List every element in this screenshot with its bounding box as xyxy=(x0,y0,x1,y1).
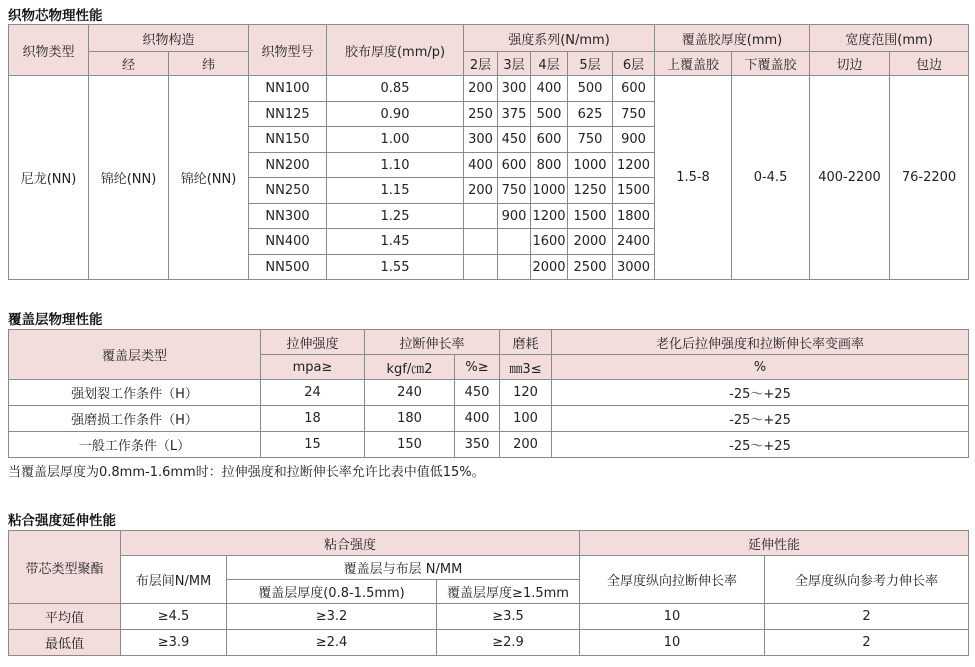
thickness-cell: 0.90 xyxy=(327,102,464,127)
layer4-cell: 1200 xyxy=(531,204,568,229)
header-width-range: 宽度范围(mm) xyxy=(810,25,969,52)
header-full-reference-elongation: 全厚度纵向参考力伸长率 xyxy=(765,556,969,604)
model-cell: NN500 xyxy=(249,255,327,280)
layer3-cell: 900 xyxy=(498,204,531,229)
cover-section-title: 覆盖层物理性能 xyxy=(8,312,103,328)
thickness-cell: 1.15 xyxy=(327,178,464,204)
unit-percent: %≥ xyxy=(455,355,500,380)
thickness-cell: 1.10 xyxy=(327,153,464,178)
wrapped-edge-cell: 76-2200 xyxy=(890,76,969,280)
layer3-cell xyxy=(498,255,531,280)
layer4-cell: 600 xyxy=(531,127,568,153)
percent-cell: 400 xyxy=(455,406,500,432)
fabric-properties-table xyxy=(8,24,969,280)
header-between-plies: 布层间N/MM xyxy=(121,556,227,604)
header-layer-5: 5层 xyxy=(568,52,613,76)
header-fabric-model: 织物型号 xyxy=(249,25,327,76)
model-cell: NN250 xyxy=(249,178,327,204)
table-row xyxy=(9,76,969,102)
header-aging: 老化后拉伸强度和拉断伸长率变画率 xyxy=(552,330,969,355)
layer4-cell: 800 xyxy=(531,153,568,178)
layer4-cell: 400 xyxy=(531,76,568,102)
adhesion-properties-table xyxy=(8,530,969,656)
unit-kgf: kgf/㎝2 xyxy=(365,355,455,380)
between-cell: ≥3.9 xyxy=(121,630,227,656)
kgf-cell: 180 xyxy=(365,406,455,432)
header-fabric-structure: 织物构造 xyxy=(89,25,249,52)
layer5-cell: 2500 xyxy=(568,255,613,280)
cover-properties-table xyxy=(8,329,969,458)
percent-cell: 350 xyxy=(455,432,500,458)
model-cell: NN400 xyxy=(249,229,327,255)
mpa-cell: 15 xyxy=(261,432,365,458)
thickness-cell: 1.00 xyxy=(327,127,464,153)
header-adhesion: 粘合强度 xyxy=(121,531,580,556)
layer5-cell: 1250 xyxy=(568,178,613,204)
layer6-cell: 1500 xyxy=(613,178,655,204)
thick-cover-cell: ≥2.9 xyxy=(437,630,580,656)
table-row xyxy=(9,604,969,630)
header-weft: 纬 xyxy=(169,52,249,76)
layer6-cell: 750 xyxy=(613,102,655,127)
aging-cell: -25～+25 xyxy=(552,406,969,432)
kgf-cell: 240 xyxy=(365,380,455,406)
header-fabric-type: 织物类型 xyxy=(9,25,89,76)
header-core-type: 带芯类型聚酯 xyxy=(9,531,121,604)
layer6-cell: 3000 xyxy=(613,255,655,280)
header-strength-series: 强度系列(N/mm) xyxy=(464,25,655,52)
thin-cover-cell: ≥2.4 xyxy=(227,630,437,656)
layer5-cell: 1500 xyxy=(568,204,613,229)
model-cell: NN150 xyxy=(249,127,327,153)
header-layer-2: 2层 xyxy=(464,52,498,76)
layer3-cell: 300 xyxy=(498,76,531,102)
layer2-cell: 400 xyxy=(464,153,498,178)
layer5-cell: 625 xyxy=(568,102,613,127)
header-elongation: 拉断伸长率 xyxy=(365,330,500,355)
fabric-section-title: 织物芯物理性能 xyxy=(8,8,103,24)
model-cell: NN300 xyxy=(249,204,327,229)
layer2-cell: 300 xyxy=(464,127,498,153)
table-row xyxy=(9,380,969,406)
layer5-cell: 500 xyxy=(568,76,613,102)
cover-type-cell: 强划裂工作条件（H） xyxy=(9,380,261,406)
header-lower-cover: 下覆盖胶 xyxy=(732,52,810,76)
model-cell: NN125 xyxy=(249,102,327,127)
layer5-cell: 750 xyxy=(568,127,613,153)
unit-mpa: mpa≥ xyxy=(261,355,365,380)
model-cell: NN100 xyxy=(249,76,327,102)
row-label-average: 平均值 xyxy=(9,604,121,630)
header-full-break-elongation: 全厚度纵向拉断伸长率 xyxy=(580,556,765,604)
mpa-cell: 18 xyxy=(261,406,365,432)
layer2-cell xyxy=(464,255,498,280)
header-abrasion: 磨耗 xyxy=(500,330,552,355)
layer6-cell: 1800 xyxy=(613,204,655,229)
layer2-cell: 200 xyxy=(464,76,498,102)
header-thick-cover: 覆盖层厚度≥1.5mm xyxy=(437,580,580,604)
header-wrapped-edge: 包边 xyxy=(890,52,969,76)
abrasion-cell: 120 xyxy=(500,380,552,406)
row-label-minimum: 最低值 xyxy=(9,630,121,656)
model-cell: NN200 xyxy=(249,153,327,178)
abrasion-cell: 200 xyxy=(500,432,552,458)
break-elongation-cell: 10 xyxy=(580,630,765,656)
thickness-cell: 1.45 xyxy=(327,229,464,255)
layer2-cell xyxy=(464,204,498,229)
header-layer-3: 3层 xyxy=(498,52,531,76)
thickness-cell: 1.55 xyxy=(327,255,464,280)
layer2-cell: 200 xyxy=(464,178,498,204)
header-tensile: 拉伸强度 xyxy=(261,330,365,355)
layer3-cell: 600 xyxy=(498,153,531,178)
mpa-cell: 24 xyxy=(261,380,365,406)
cover-type-cell: 一般工作条件（L） xyxy=(9,432,261,458)
cover-note: 当覆盖层厚度为0.8mm-1.6mm时：拉伸强度和拉断伸长率允许比表中值低15%。 xyxy=(8,465,485,480)
header-warp: 经 xyxy=(89,52,169,76)
warp-cell: 锦纶(NN) xyxy=(89,76,169,280)
thin-cover-cell: ≥3.2 xyxy=(227,604,437,630)
layer3-cell: 450 xyxy=(498,127,531,153)
cut-edge-cell: 400-2200 xyxy=(810,76,890,280)
unit-mm3: ㎜3≤ xyxy=(500,355,552,380)
weft-cell: 锦纶(NN) xyxy=(169,76,249,280)
layer4-cell: 500 xyxy=(531,102,568,127)
reference-elongation-cell: 2 xyxy=(765,604,969,630)
layer6-cell: 900 xyxy=(613,127,655,153)
header-layer-6: 6层 xyxy=(613,52,655,76)
table-row xyxy=(9,630,969,656)
percent-cell: 450 xyxy=(455,380,500,406)
layer4-cell: 1600 xyxy=(531,229,568,255)
header-cover-thickness: 覆盖胶厚度(mm) xyxy=(655,25,810,52)
unit-aging-percent: % xyxy=(552,355,969,380)
header-cover-to-ply: 覆盖层与布层 N/MM xyxy=(227,556,580,580)
layer3-cell: 375 xyxy=(498,102,531,127)
header-layer-4: 4层 xyxy=(531,52,568,76)
lower-cover-cell: 0-4.5 xyxy=(732,76,810,280)
between-cell: ≥4.5 xyxy=(121,604,227,630)
layer2-cell xyxy=(464,229,498,255)
adhesion-section-title: 粘合强度延伸性能 xyxy=(8,513,116,529)
table-row xyxy=(9,406,969,432)
abrasion-cell: 100 xyxy=(500,406,552,432)
reference-elongation-cell: 2 xyxy=(765,630,969,656)
layer6-cell: 600 xyxy=(613,76,655,102)
layer5-cell: 1000 xyxy=(568,153,613,178)
layer3-cell: 750 xyxy=(498,178,531,204)
table-row xyxy=(9,432,969,458)
layer5-cell: 2000 xyxy=(568,229,613,255)
layer6-cell: 1200 xyxy=(613,153,655,178)
header-ply-thickness: 胶布厚度(mm/p) xyxy=(327,25,464,76)
upper-cover-cell: 1.5-8 xyxy=(655,76,732,280)
thickness-cell: 1.25 xyxy=(327,204,464,229)
aging-cell: -25～+25 xyxy=(552,380,969,406)
header-cover-type: 覆盖层类型 xyxy=(9,330,261,380)
kgf-cell: 150 xyxy=(365,432,455,458)
break-elongation-cell: 10 xyxy=(580,604,765,630)
layer6-cell: 2400 xyxy=(613,229,655,255)
aging-cell: -25～+25 xyxy=(552,432,969,458)
layer3-cell xyxy=(498,229,531,255)
thickness-cell: 0.85 xyxy=(327,76,464,102)
layer4-cell: 1000 xyxy=(531,178,568,204)
layer2-cell: 250 xyxy=(464,102,498,127)
fabric-type-cell: 尼龙(NN) xyxy=(9,76,89,280)
cover-type-cell: 强磨损工作条件（H） xyxy=(9,406,261,432)
header-thin-cover: 覆盖层厚度(0.8-1.5mm) xyxy=(227,580,437,604)
header-cut-edge: 切边 xyxy=(810,52,890,76)
layer4-cell: 2000 xyxy=(531,255,568,280)
header-upper-cover: 上覆盖胶 xyxy=(655,52,732,76)
thick-cover-cell: ≥3.5 xyxy=(437,604,580,630)
header-extension: 延伸性能 xyxy=(580,531,969,556)
